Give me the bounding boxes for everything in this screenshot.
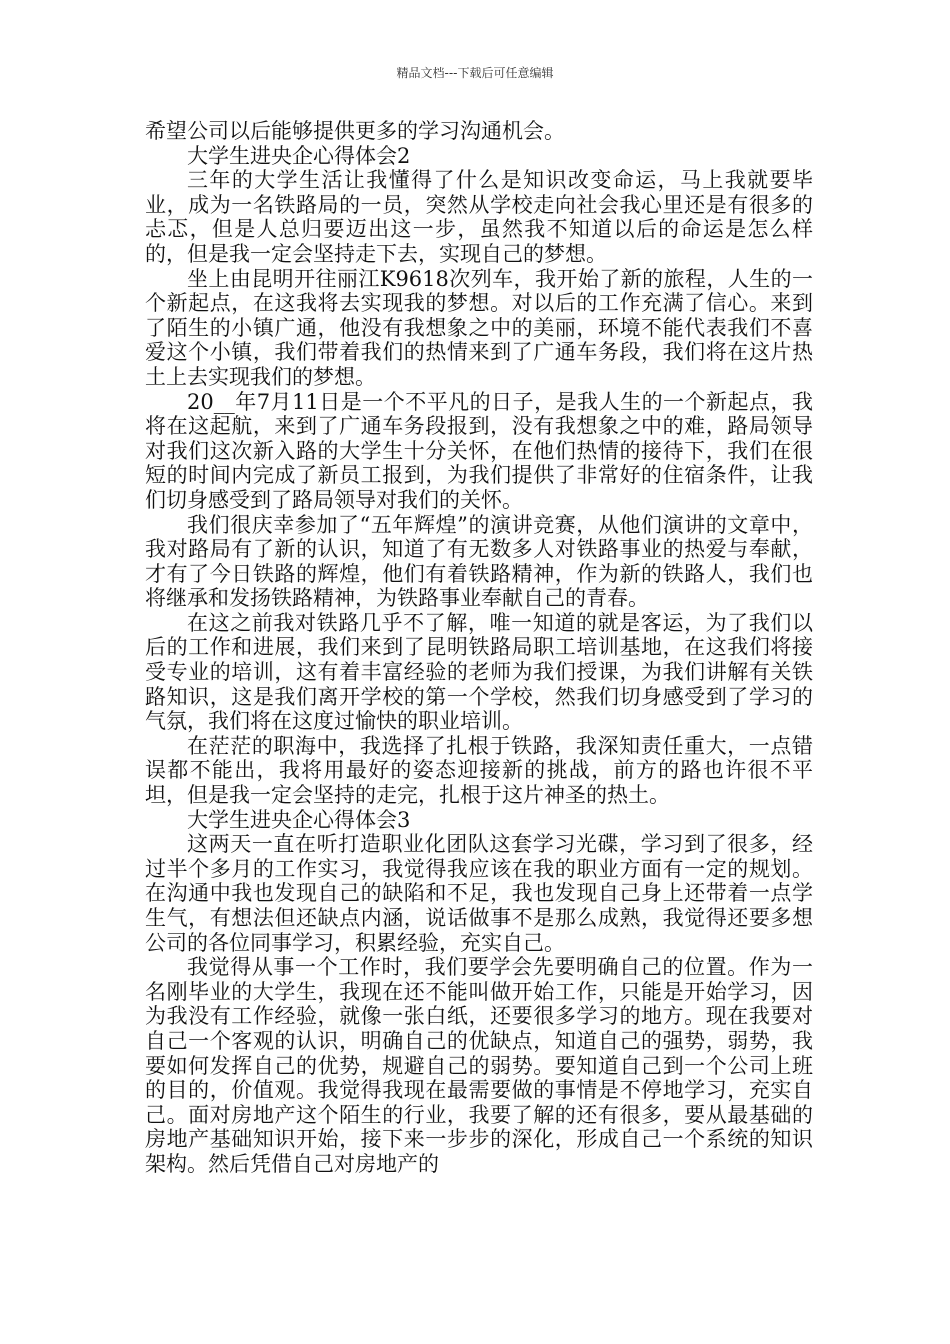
paragraph-continuation: 希望公司以后能够提供更多的学习沟通机会。 <box>145 119 565 143</box>
paragraph: 坐上由昆明开往丽江K9618次列车，我开始了新的旅程，人生的一个新起点，在这我将去实现我的梦想。对以后的工作充满了信心。来到了陌生的小镇广通，他没有我想象之中的美丽，环境不能代表我们不喜爱这个小镇，我们带着我们的热情来到了广通车务段，我们将在这片热土上去实现我们的梦想。 <box>145 266 813 389</box>
paragraph: 20__年7月11日是一个不平凡的日子，是我人生的一个新起点，我将在这起航，来到了广通车务段报到，没有我想象之中的难，路局领导对我们这次新入路的大学生十分关怀，在他们热情的接待下，我们在很短的时间内完成了新员工报到，为我们提供了非常好的住宿条件，让我们切身感受到了路局领导对我们的关怀。 <box>145 389 813 512</box>
paragraph: 我觉得从事一个工作时，我们要学会先要明确自己的位置。作为一名刚毕业的大学生，我现在还不能叫做开始工作，只能是开始学习，因为我没有工作经验，就像一张白纸，还要很多学习的地方。现在我要对自己一个客观的认识，明确自己的优缺点，知道自己的强势，弱势，我要如何发挥自己的优势，规避自己的弱势。要知道自己到一个公司上班的目的，价值观。我觉得我现在最需要做的事情是不停地学习，充实自己。面对房地产这个陌生的行业，我要了解的还有很多，要从最基础的房地产基础知识开始，接下来一步步的深化，形成自己一个系统的知识架构。然后凭借自己对房地产的 <box>145 955 813 1176</box>
paragraph: 我们很庆幸参加了“五年辉煌”的演讲竞赛，从他们演讲的文章中，我对路局有了新的认识，知道了有无数多人对铁路事业的热爱与奉献，才有了今日铁路的辉煌，他们有着铁路精神，作为新的铁路人，我们也将继承和发扬铁路精神，为铁路事业奉献自己的青春。 <box>145 512 813 611</box>
paragraph: 这两天一直在听打造职业化团队这套学习光碟，学习到了很多，经过半个多月的工作实习，我觉得我应该在我的职业方面有一定的规划。在沟通中我也发现自己的缺陷和不足，我也发现自己身上还带着一点学生气，有想法但还缺点内涵，说话做事不是那么成熟，我觉得还要多想公司的各位同事学习，积累经验，充实自己。 <box>145 832 813 955</box>
page-header: 精品文档---下载后可任意编辑 <box>396 66 554 80</box>
paragraph: 三年的大学生活让我懂得了什么是知识改变命运，马上我就要毕业，成为一名铁路局的一员，突然从学校走向社会我心里还是有很多的忐忑，但是人总归要迈出这一步，虽然我不知道以后的命运是怎么样的，但是我一定会坚持走下去，实现自己的梦想。 <box>145 168 813 266</box>
paragraph: 在这之前我对铁路几乎不了解，唯一知道的就是客运，为了我们以后的工作和进展，我们来到了昆明铁路局职工培训基地，在这我们将接受专业的培训，这有着丰富经验的老师为我们授课，为我们讲解有关铁路知识，这是我们离开学校的第一个学校，然我们切身感受到了学习的气氛，我们将在这度过愉快的职业培训。 <box>145 610 813 734</box>
section-heading-3: 大学生进央企心得体会3 <box>187 807 411 832</box>
document-body <box>145 119 813 1177</box>
paragraph: 在茫茫的职海中，我选择了扎根于铁路，我深知责任重大，一点错误都不能出，我将用最好的姿态迎接新的挑战，前方的路也许很不平坦，但是我一定会坚持的走完，扎根于这片神圣的热土。 <box>145 733 813 808</box>
section-heading-2: 大学生进央企心得体会2 <box>187 143 411 168</box>
